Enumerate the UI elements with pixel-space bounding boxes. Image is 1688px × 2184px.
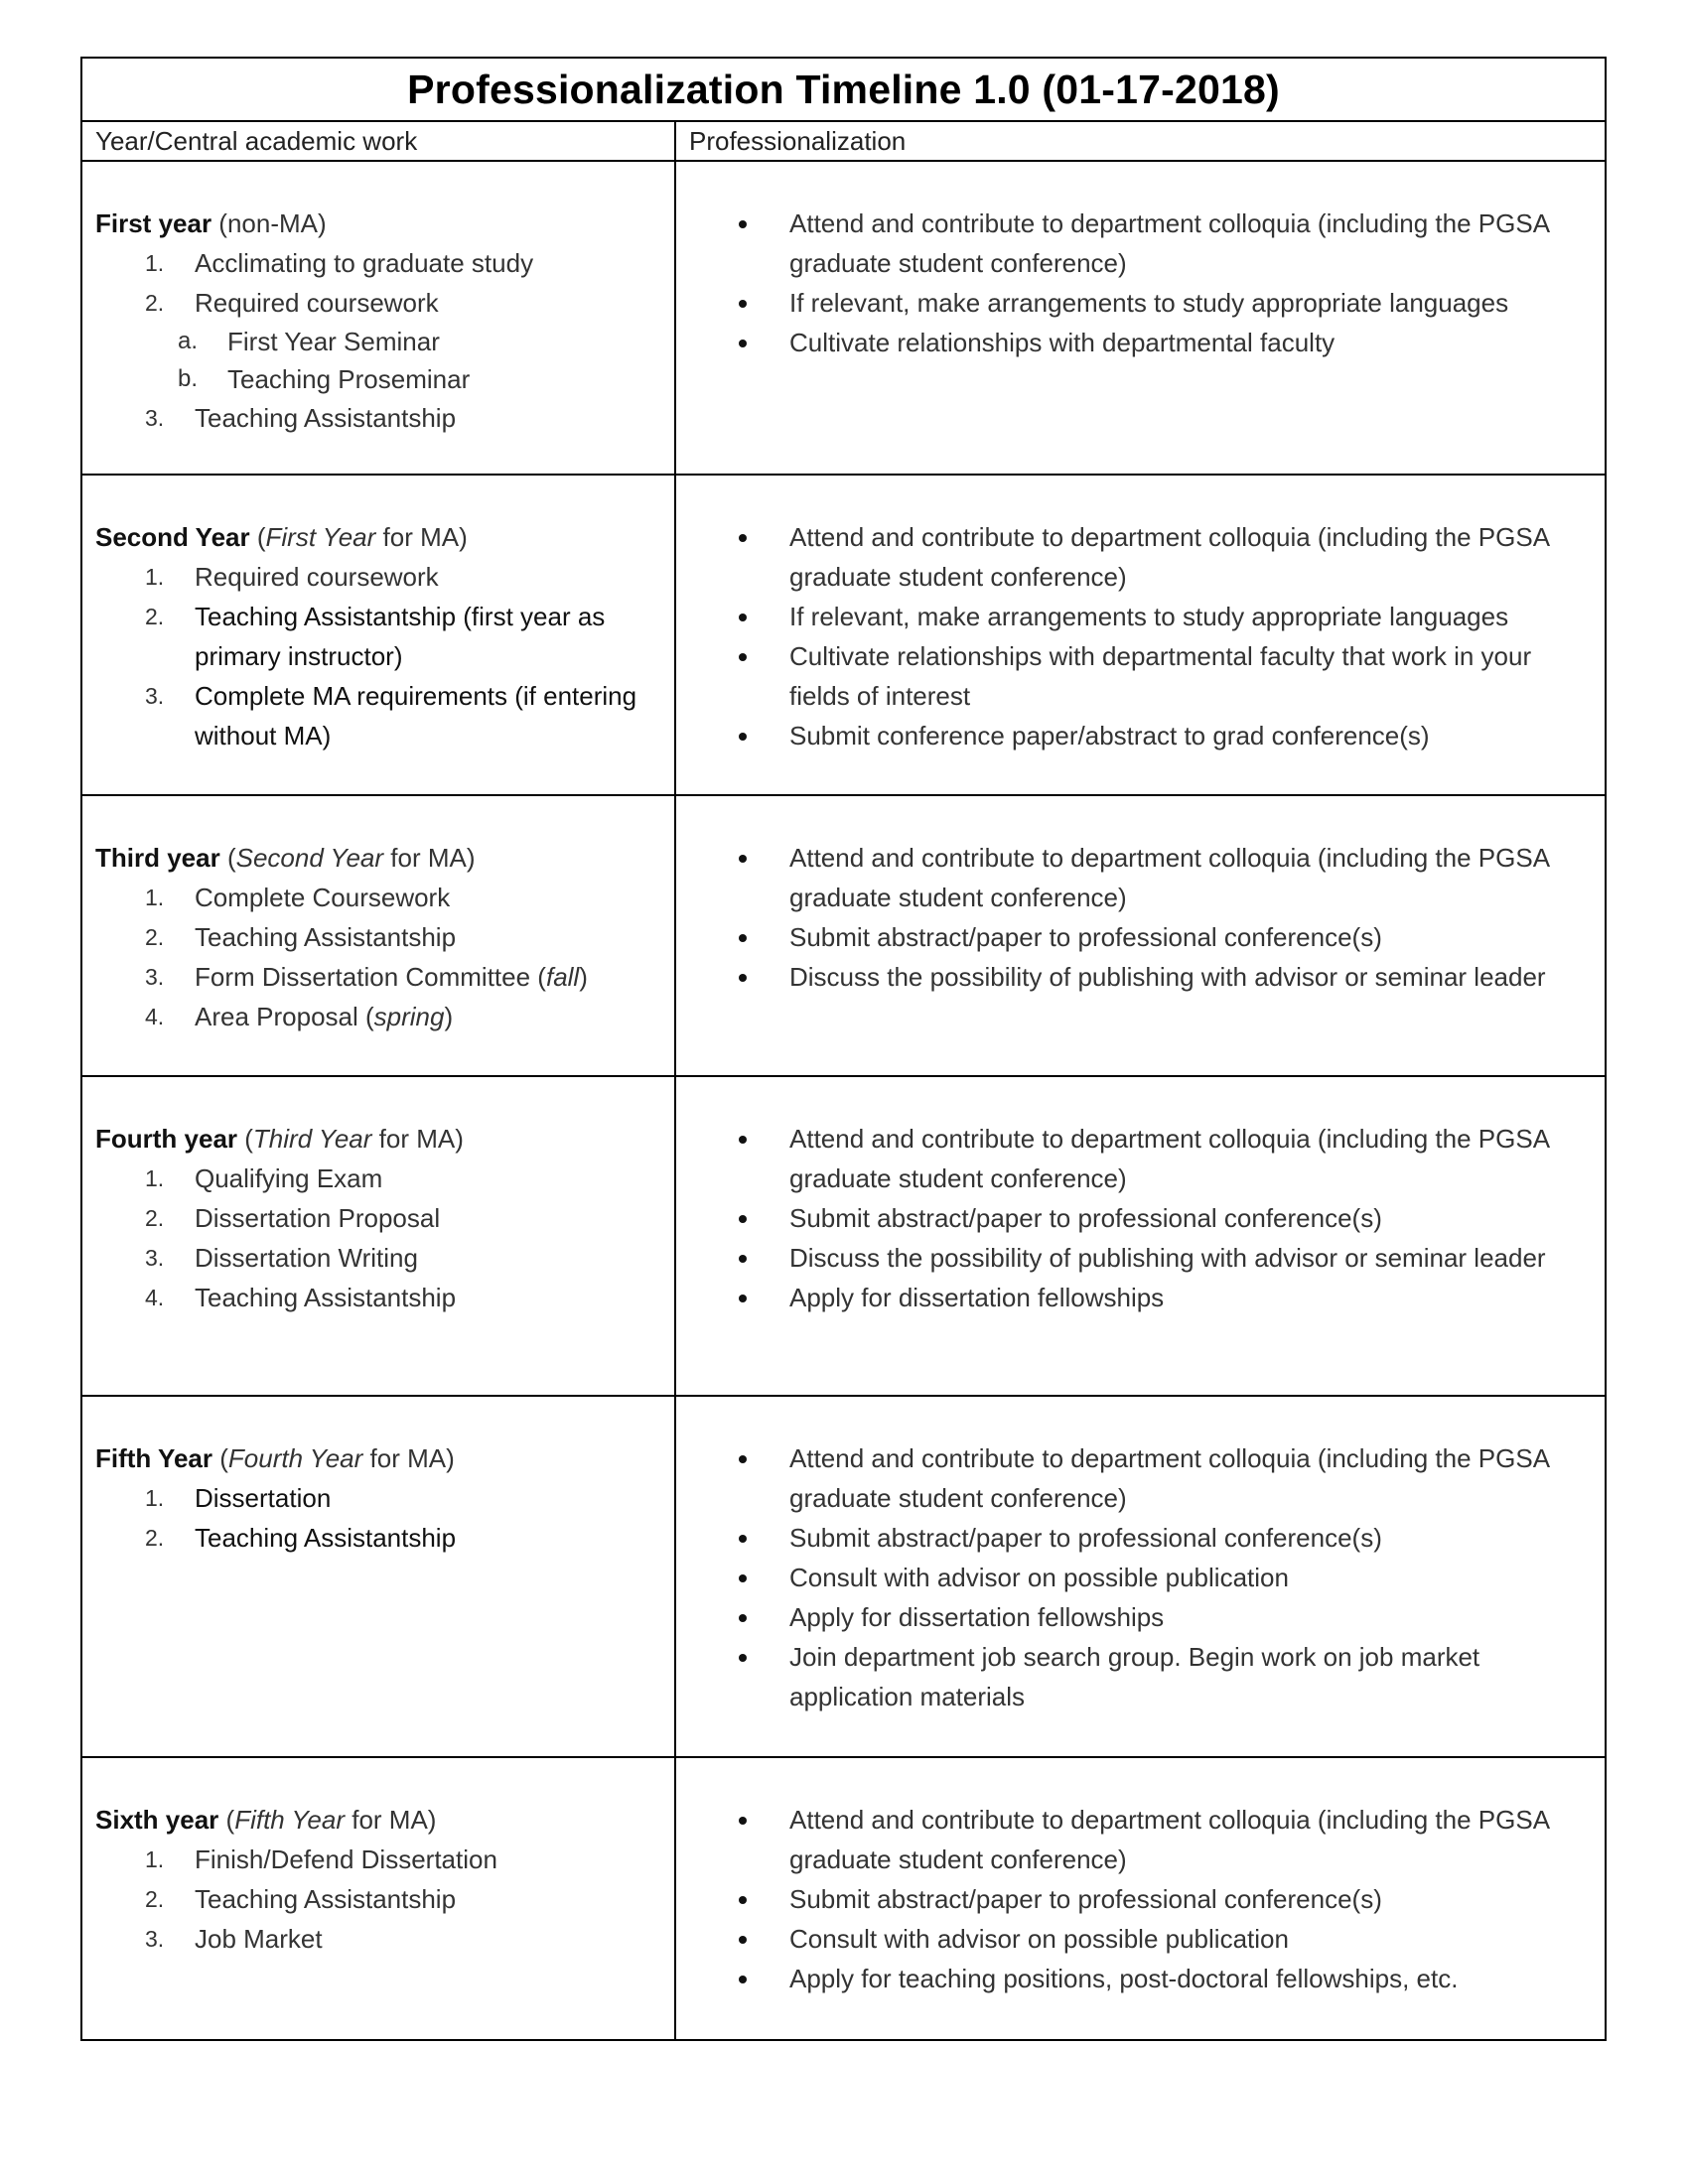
list-item: 1. Complete Coursework bbox=[145, 883, 451, 912]
bullet-icon bbox=[739, 220, 747, 228]
professionalization-cell bbox=[676, 1758, 1605, 2039]
bullet-icon bbox=[739, 974, 747, 982]
bullet-icon bbox=[739, 733, 747, 741]
bullet-item: Submit abstract/paper to professional conference(s) bbox=[676, 1879, 1605, 1919]
bullet-item: If relevant, make arrangements to study appropriate languages bbox=[676, 597, 1605, 636]
bullet-item: Attend and contribute to department colloquia (including the PGSA graduate student conference) bbox=[676, 1800, 1605, 1879]
bullet-item: Apply for dissertation fellowships bbox=[676, 1597, 1605, 1637]
timeline-table bbox=[80, 57, 1607, 2041]
bullet-item: Discuss the possibility of publishing with advisor or seminar leader bbox=[676, 1238, 1605, 1278]
bullet-item: Apply for dissertation fellowships bbox=[676, 1278, 1605, 1317]
bullet-icon bbox=[739, 1614, 747, 1622]
bullet-list bbox=[676, 838, 1605, 997]
table-row bbox=[82, 1397, 1605, 1758]
year-heading: Fifth Year (Fourth Year for MA) bbox=[95, 1443, 455, 1473]
professionalization-cell bbox=[676, 796, 1605, 1075]
table-row bbox=[82, 796, 1605, 1077]
bullet-icon bbox=[739, 1215, 747, 1223]
list-item: 2. Dissertation Proposal bbox=[145, 1203, 441, 1233]
academic-work-cell bbox=[82, 476, 676, 794]
list-item: 2. Teaching Assistantship bbox=[145, 1884, 457, 1914]
bullet-item: Attend and contribute to department colloquia (including the PGSA graduate student conference) bbox=[676, 517, 1605, 597]
bullet-icon bbox=[739, 300, 747, 308]
bullet-list bbox=[676, 517, 1605, 755]
professionalization-cell bbox=[676, 162, 1605, 474]
bullet-icon bbox=[739, 614, 747, 621]
bullet-icon bbox=[739, 1136, 747, 1144]
bullet-item: Consult with advisor on possible publication bbox=[676, 1558, 1605, 1597]
bullet-icon bbox=[739, 653, 747, 661]
academic-work-cell bbox=[82, 162, 676, 474]
list-item: 3. Form Dissertation Committee (fall) bbox=[145, 962, 588, 992]
document-title: Professionalization Timeline 1.0 (01-17-2018) bbox=[407, 66, 1280, 112]
bullet-item: If relevant, make arrangements to study appropriate languages bbox=[676, 283, 1605, 323]
table-row bbox=[82, 162, 1605, 476]
year-heading: Second Year (First Year for MA) bbox=[95, 522, 468, 552]
list-item: 3. Dissertation Writing bbox=[145, 1243, 418, 1273]
year-heading: First year (non-MA) bbox=[95, 208, 327, 238]
year-heading: Fourth year (Third Year for MA) bbox=[95, 1124, 464, 1154]
bullet-item: Join department job search group. Begin work on job market application materials bbox=[676, 1637, 1605, 1716]
bullet-icon bbox=[739, 340, 747, 347]
bullet-item: Attend and contribute to department colloquia (including the PGSA graduate student conference) bbox=[676, 204, 1605, 283]
academic-work-cell bbox=[82, 1077, 676, 1395]
bullet-item: Submit abstract/paper to professional conference(s) bbox=[676, 1518, 1605, 1558]
bullet-icon bbox=[739, 855, 747, 863]
bullet-icon bbox=[739, 1295, 747, 1302]
list-item: 1. Required coursework bbox=[145, 562, 439, 592]
column-header-professionalization: Professionalization bbox=[689, 126, 907, 156]
list-item: 3. Job Market bbox=[145, 1924, 323, 1954]
bullet-icon bbox=[739, 1896, 747, 1904]
list-item: 3. Complete MA requirements (if entering without MA) bbox=[145, 681, 637, 751]
bullet-item: Submit abstract/paper to professional conference(s) bbox=[676, 917, 1605, 957]
professionalization-cell bbox=[676, 476, 1605, 794]
bullet-item: Submit abstract/paper to professional conference(s) bbox=[676, 1198, 1605, 1238]
bullet-item: Discuss the possibility of publishing with advisor or seminar leader bbox=[676, 957, 1605, 997]
list-item: 1. Qualifying Exam bbox=[145, 1163, 383, 1193]
academic-work-cell bbox=[82, 796, 676, 1075]
column-header-year: Year/Central academic work bbox=[82, 122, 676, 160]
header-row bbox=[82, 122, 1605, 162]
title-row bbox=[82, 59, 1605, 122]
list-item: 2. Required coursework bbox=[145, 288, 439, 318]
bullet-icon bbox=[739, 1976, 747, 1983]
year-heading: Sixth year (Fifth Year for MA) bbox=[95, 1805, 437, 1835]
bullet-item: Apply for teaching positions, post-doctoral fellowships, etc. bbox=[676, 1959, 1605, 1998]
sub-list-item: a. First Year Seminar bbox=[178, 327, 440, 356]
bullet-list bbox=[676, 1119, 1605, 1317]
list-item: 1. Finish/Defend Dissertation bbox=[145, 1844, 497, 1874]
bullet-item: Cultivate relationships with departmental faculty that work in your fields of interest bbox=[676, 636, 1605, 716]
bullet-icon bbox=[739, 1455, 747, 1463]
bullet-icon bbox=[739, 934, 747, 942]
bullet-icon bbox=[739, 1817, 747, 1825]
professionalization-cell bbox=[676, 1397, 1605, 1756]
list-item: 2. Teaching Assistantship bbox=[145, 922, 457, 952]
list-item: 2. Teaching Assistantship bbox=[145, 1523, 457, 1553]
bullet-icon bbox=[739, 1535, 747, 1543]
bullet-item: Attend and contribute to department colloquia (including the PGSA graduate student conference) bbox=[676, 838, 1605, 917]
bullet-list bbox=[676, 1800, 1605, 1998]
list-item: 4. Teaching Assistantship bbox=[145, 1283, 457, 1312]
sub-list-item: b. Teaching Proseminar bbox=[178, 364, 471, 394]
bullet-item: Cultivate relationships with departmental faculty bbox=[676, 323, 1605, 362]
list-item: 1. Acclimating to graduate study bbox=[145, 248, 534, 278]
bullet-item: Attend and contribute to department colloquia (including the PGSA graduate student conference) bbox=[676, 1438, 1605, 1518]
bullet-icon bbox=[739, 1574, 747, 1582]
year-heading: Third year (Second Year for MA) bbox=[95, 843, 476, 873]
list-item: 4. Area Proposal (spring) bbox=[145, 1002, 454, 1031]
list-item: 1. Dissertation bbox=[145, 1483, 332, 1513]
academic-work-cell bbox=[82, 1397, 676, 1756]
bullet-icon bbox=[739, 1255, 747, 1263]
table-row bbox=[82, 1758, 1605, 2039]
bullet-icon bbox=[739, 1654, 747, 1662]
table-row bbox=[82, 1077, 1605, 1397]
list-item: 3. Teaching Assistantship bbox=[145, 403, 457, 433]
bullet-item: Submit conference paper/abstract to grad conference(s) bbox=[676, 716, 1605, 755]
bullet-list bbox=[676, 204, 1605, 362]
academic-work-cell bbox=[82, 1758, 676, 2039]
list-item: 2. Teaching Assistantship (first year as primary instructor) bbox=[145, 602, 606, 671]
bullet-item: Consult with advisor on possible publication bbox=[676, 1919, 1605, 1959]
bullet-icon bbox=[739, 534, 747, 542]
table-row bbox=[82, 476, 1605, 796]
bullet-icon bbox=[739, 1936, 747, 1944]
bullet-list bbox=[676, 1438, 1605, 1716]
bullet-item: Attend and contribute to department colloquia (including the PGSA graduate student conference) bbox=[676, 1119, 1605, 1198]
professionalization-cell bbox=[676, 1077, 1605, 1395]
